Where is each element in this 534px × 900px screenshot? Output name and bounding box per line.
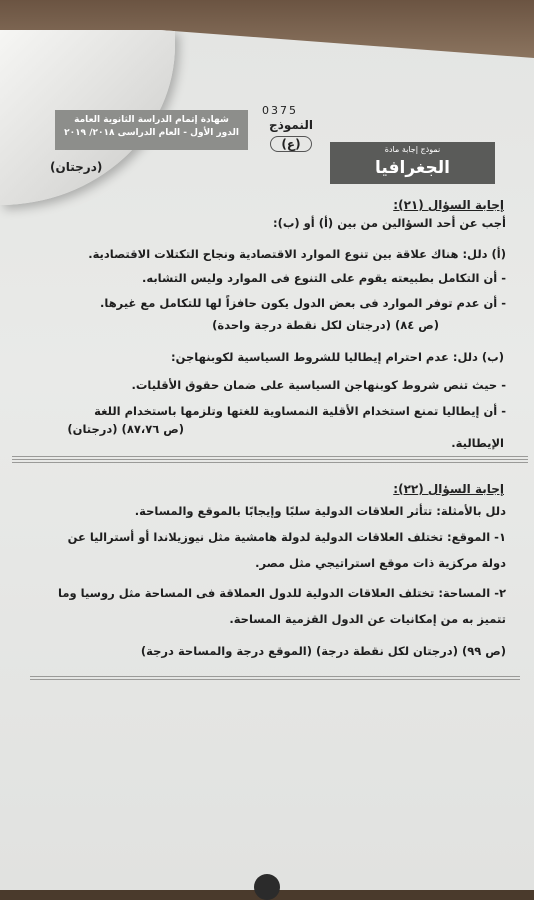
- q21-line: (ب) دلل: عدم احترام إيطاليا للشروط السياسية لكوبنهاجن:: [171, 350, 504, 364]
- serial-number: 0375: [262, 104, 298, 117]
- q22-line: تتميز به من إمكانيات عن الدول القزمية المساحة.: [229, 612, 506, 626]
- certificate-title: شهادة إتمام الدراسة الثانوية العامة: [74, 115, 229, 125]
- q21-line: - أن إيطاليا تمنع استخدام الأقلية النمساوية للغتها وتلزمها باستخدام اللغة: [94, 404, 506, 418]
- page-marker: [254, 874, 280, 900]
- subject-title: الجغرافيا: [375, 158, 450, 178]
- section-separator: [12, 456, 528, 465]
- question-22-title: إجابة السؤال (٢٢):: [393, 482, 504, 496]
- q21-line: (ص ٨٧،٧٦) (درجتان): [67, 422, 184, 436]
- q22-line: دلل بالأمثلة: تتأثر العلاقات الدولية سلبًا وإيجابًا بالموقع والمساحة.: [134, 504, 506, 518]
- q21-line: - حيث تنص شروط كوبنهاجن السياسية على ضمان حقوق الأقليات.: [131, 378, 506, 392]
- question-21-title: إجابة السؤال (٢١):: [393, 198, 504, 212]
- section-separator: [30, 676, 520, 682]
- model-block: [260, 118, 322, 152]
- certificate-header-box: [55, 110, 248, 150]
- q21-line: - أن عدم توفر الموارد فى بعض الدول يكون حافزاً لها للتكامل مع غيرها.: [100, 296, 506, 310]
- subject-box: [330, 142, 495, 184]
- total-marks: (درجتان): [50, 160, 103, 174]
- q22-line: ١- الموقع: تختلف العلاقات الدولية لدولة هامشية مثل نيوزيلاندا أو أستراليا عن: [67, 530, 506, 544]
- q22-line: دولة مركزية ذات موقع استراتيجي مثل مصر.: [255, 556, 506, 570]
- model-label: النموذج: [269, 118, 313, 132]
- answer-model-label: نموذج إجابة مادة: [384, 145, 441, 154]
- q21-line: أجب عن أحد السؤالين من بين (أ) أو (ب):: [272, 216, 506, 230]
- q22-line: (ص ٩٩) (درجتان لكل نقطة درجة) (الموقع درجة والمساحة درجة): [140, 644, 506, 658]
- q22-line: ٢- المساحة: تختلف العلاقات الدولية للدول العملاقة فى المساحة مثل روسيا وما: [58, 586, 506, 600]
- q21-line: - أن التكامل بطبيعته يقوم على التنوع فى الموارد وليس التشابه.: [142, 271, 506, 285]
- q21-line: (ص ٨٤) (درجتان لكل نقطة درجة واحدة): [212, 318, 439, 332]
- model-code: (ع): [270, 136, 311, 152]
- q21-line: (أ) دلل: هناك علاقة بين تنوع الموارد الاقتصادية ونجاح التكتلات الاقتصادية.: [88, 247, 506, 261]
- q21-line: الإيطالية.: [451, 436, 504, 450]
- exam-session: الدور الأول - العام الدراسى ٢٠١٨/ ٢٠١٩: [64, 128, 239, 138]
